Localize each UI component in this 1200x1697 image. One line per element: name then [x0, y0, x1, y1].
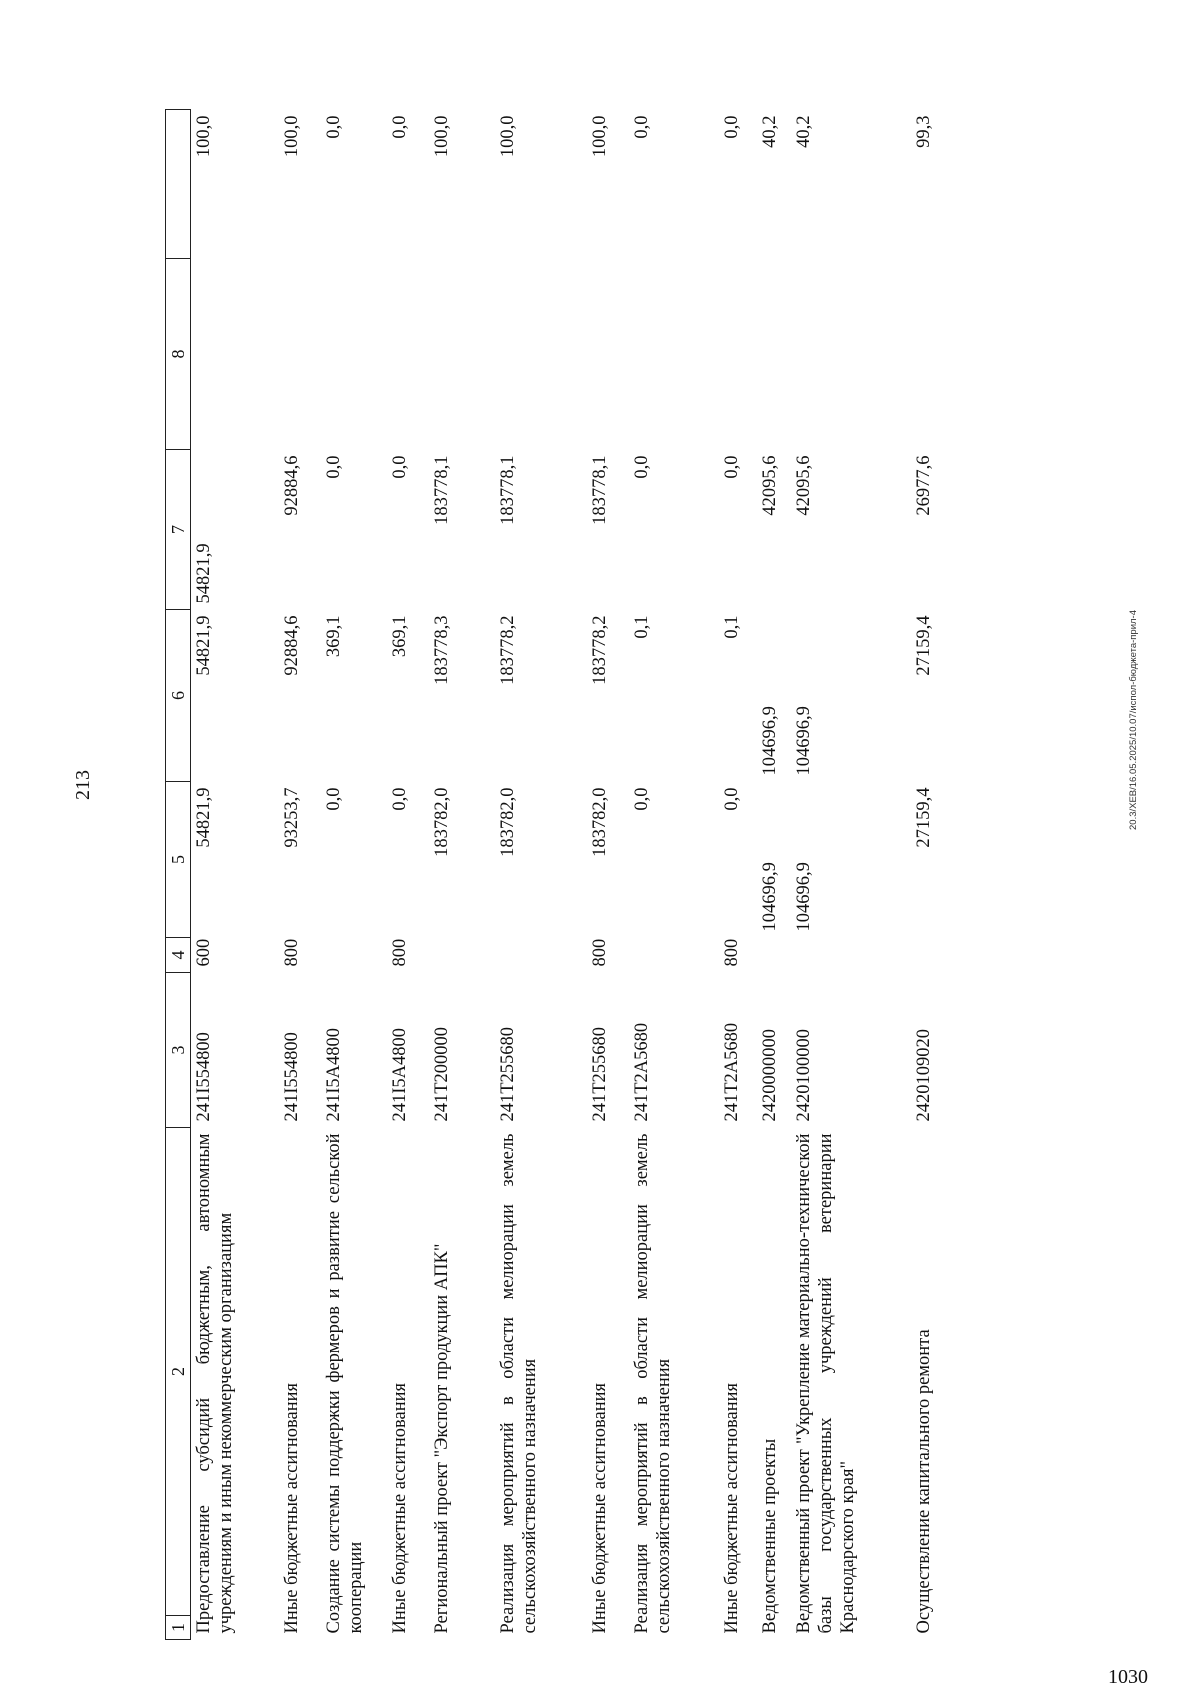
- table-row: [789, 110, 909, 1640]
- table-row: [585, 110, 627, 1640]
- row-description: Иные бюджетные ассигнования: [281, 1382, 302, 1634]
- row-type: [909, 938, 949, 973]
- row-col8: 0,0: [323, 115, 344, 139]
- footer-code: 20.3/XEB/16.05.2025/10.07/испол-бюджета-прил-4: [1128, 610, 1139, 830]
- row-description: Иные бюджетные ассигнования: [589, 1382, 610, 1634]
- row-col5: 104696,9: [793, 862, 814, 932]
- row-type: 600: [194, 938, 214, 967]
- row-col7: 42095,6: [759, 455, 780, 516]
- table-row: [427, 110, 493, 1640]
- row-col5: 104696,9: [759, 862, 780, 932]
- row-type: [493, 938, 585, 973]
- table-row: [627, 110, 717, 1640]
- row-code: 241I554800: [281, 1032, 302, 1122]
- row-type: [319, 938, 385, 973]
- row-description: Иные бюджетные ассигнования: [721, 1382, 742, 1634]
- row-col5: 183782,0: [589, 787, 610, 857]
- row-col5: 27159,4: [913, 787, 934, 848]
- row-col8: 40,2: [793, 115, 814, 148]
- row-col5: 54821,9: [194, 787, 214, 848]
- row-type: [627, 938, 717, 973]
- row-description: Иные бюджетные ассигнования: [389, 1382, 410, 1634]
- row-col5: 0,0: [631, 787, 652, 811]
- row-col7: 42095,6: [793, 455, 814, 516]
- row-col8: 100,0: [589, 115, 610, 158]
- row-col7: 54821,9: [194, 543, 214, 604]
- row-code: 241I5A4800: [389, 1027, 410, 1122]
- row-type: 800: [721, 938, 742, 967]
- row-code: 241T255680: [589, 1026, 610, 1122]
- row-col5: 0,0: [323, 787, 344, 811]
- row-col8: 99,3: [913, 115, 934, 148]
- row-col5: 183782,0: [431, 787, 452, 857]
- row-description: Реализация мероприятий в области мелиорации земель сельскохозяйственного назначения: [631, 1133, 674, 1634]
- row-col6: 183778,2: [589, 615, 610, 685]
- table-row: [717, 110, 755, 1640]
- row-description: Региональный проект "Экспорт продукции АПК": [431, 1243, 452, 1634]
- row-type: 800: [589, 938, 610, 967]
- bottom-page-number: 1030: [1108, 1666, 1148, 1688]
- table-row: [493, 110, 585, 1640]
- budget-table-sheet: [165, 110, 1005, 1640]
- row-col7: 0,0: [323, 455, 344, 479]
- row-col6: 92884,6: [281, 615, 302, 676]
- row-col7: 26977,6: [913, 455, 934, 516]
- row-col6: 369,1: [323, 615, 344, 658]
- row-description: Осуществление капитального ремонта: [913, 1329, 934, 1634]
- row-description: Реализация мероприятий в области мелиорации земель сельскохозяйственного назначения: [497, 1133, 540, 1634]
- table-row: [277, 110, 319, 1640]
- row-col6: 183778,3: [431, 615, 452, 685]
- header-cell: 4: [166, 938, 191, 973]
- table-row: [191, 110, 277, 1640]
- table-row: [319, 110, 385, 1640]
- row-code: 2420100000: [793, 1029, 814, 1122]
- row-col7: 0,0: [631, 455, 652, 479]
- row-col6: 0,1: [631, 615, 652, 639]
- row-type: 800: [389, 938, 410, 967]
- row-col7: 0,0: [721, 455, 742, 479]
- row-col8: 100,0: [194, 115, 214, 158]
- row-col8: 40,2: [759, 115, 780, 148]
- row-col5: 183782,0: [497, 787, 518, 857]
- row-code: 241T255680: [497, 1026, 518, 1122]
- table-row: [909, 110, 949, 1640]
- budget-table: [165, 109, 949, 1640]
- row-col5: 93253,7: [281, 787, 302, 848]
- row-col8: 0,0: [631, 115, 652, 139]
- table-row: [755, 110, 789, 1640]
- row-col6: 183778,2: [497, 615, 518, 685]
- row-col7: 183778,1: [497, 455, 518, 525]
- row-col6: 369,1: [389, 615, 410, 658]
- row-col8: 100,0: [281, 115, 302, 158]
- row-col6: 104696,9: [793, 706, 814, 776]
- header-cell: 3: [166, 973, 191, 1128]
- row-type: [755, 938, 789, 973]
- row-col6: 104696,9: [759, 706, 780, 776]
- row-code: 241T2A5680: [721, 1022, 742, 1122]
- header-cell: 1: [166, 1616, 191, 1640]
- row-description: Создание системы поддержки фермеров и развитие сельской кооперации: [323, 1133, 366, 1634]
- header-cell: 7: [166, 450, 191, 610]
- header-cell: 8: [166, 259, 191, 450]
- row-code: 2420109020: [913, 1029, 934, 1122]
- row-code: 241T200000: [431, 1026, 452, 1122]
- row-col7: 0,0: [389, 455, 410, 479]
- table-row: [385, 110, 427, 1640]
- row-code: 241I5A4800: [323, 1027, 344, 1122]
- row-col8: 100,0: [431, 115, 452, 158]
- row-col7: 183778,1: [431, 455, 452, 525]
- row-type: 800: [281, 938, 302, 967]
- row-code: 2420000000: [759, 1029, 780, 1122]
- row-col6: 0,1: [721, 615, 742, 639]
- row-description: Предоставление субсидий бюджетным, автономным учреждениям и иным некоммерческим организациям: [194, 1133, 237, 1634]
- row-col7: 183778,1: [589, 455, 610, 525]
- page-number: 213: [72, 770, 94, 800]
- header-row: [166, 110, 191, 1640]
- header-cell: 6: [166, 610, 191, 782]
- row-col5: 0,0: [721, 787, 742, 811]
- row-type: [789, 938, 909, 973]
- row-col6: 54821,9: [194, 615, 214, 676]
- row-col5: 0,0: [389, 787, 410, 811]
- header-cell: 2: [166, 1128, 191, 1616]
- header-cell-extra: [166, 110, 191, 259]
- row-col8: 100,0: [497, 115, 518, 158]
- header-cell: 5: [166, 782, 191, 938]
- row-col7: 92884,6: [281, 455, 302, 516]
- row-code: 241I554800: [194, 1032, 214, 1122]
- row-type: [427, 938, 493, 973]
- row-description: Ведомственный проект "Укрепление материально-технической базы государственных учреждений ветеринарии Краснодарского края": [793, 1133, 858, 1634]
- row-col8: 0,0: [389, 115, 410, 139]
- row-col8: 0,0: [721, 115, 742, 139]
- row-description: Ведомственные проекты: [759, 1438, 780, 1634]
- row-code: 241T2A5680: [631, 1022, 652, 1122]
- row-col6: 27159,4: [913, 615, 934, 676]
